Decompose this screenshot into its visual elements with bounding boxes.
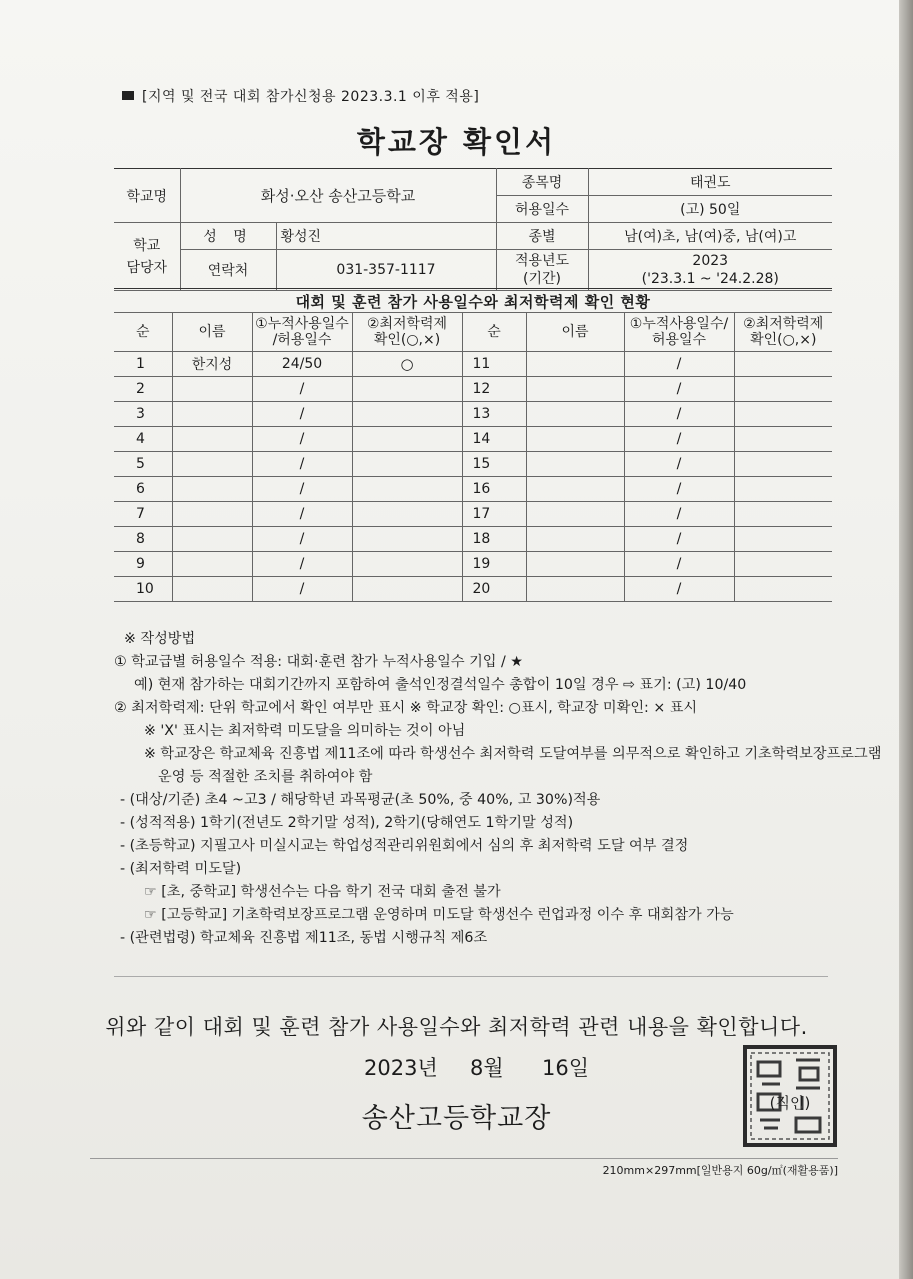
cell-name [526, 502, 624, 527]
cell-no: 12 [462, 377, 526, 402]
type-value: 남(여)초, 남(여)중, 남(여)고 [588, 223, 832, 250]
cell-check [734, 502, 832, 527]
cell-days: / [624, 527, 734, 552]
cell-days: / [252, 452, 352, 477]
cell-check [734, 377, 832, 402]
cell-days: / [624, 352, 734, 377]
year-label: 적용년도 (기간) [496, 250, 588, 291]
cell-name [172, 527, 252, 552]
cell-days: / [624, 452, 734, 477]
contact-label: 연락처 [180, 250, 276, 291]
header-days: ①누적사용일수 /허용일수 [252, 313, 352, 352]
cell-check [734, 427, 832, 452]
cell-no: 9 [114, 552, 172, 577]
date-month: 8월 [470, 1056, 504, 1080]
cell-check [352, 552, 462, 577]
instruction-line: - (최저학력 미도달) [120, 861, 242, 877]
year-cell [588, 250, 832, 291]
table-row [114, 552, 832, 577]
cell-no: 11 [462, 352, 526, 377]
table-row [114, 477, 832, 502]
cell-days: / [624, 552, 734, 577]
cell-check [734, 352, 832, 377]
cell-no: 8 [114, 527, 172, 552]
table-row [114, 352, 832, 377]
cell-check [734, 402, 832, 427]
usage-table-body [114, 352, 832, 602]
info-table [114, 168, 832, 291]
table-row [114, 377, 832, 402]
cell-name [172, 477, 252, 502]
instruction-line: ※ 'X' 표시는 최저학력 미도달을 의미하는 것이 아님 [144, 723, 466, 739]
cell-days: / [252, 402, 352, 427]
usage-table-header [114, 313, 832, 352]
table-row [114, 502, 832, 527]
square-bullet-icon [122, 91, 134, 100]
cell-name [172, 577, 252, 602]
cell-no: 5 [114, 452, 172, 477]
usage-table [114, 312, 832, 602]
year-value: 2023 [692, 253, 729, 269]
cell-no: 19 [462, 552, 526, 577]
cell-no: 1 [114, 352, 172, 377]
sport-value: 태권도 [588, 169, 832, 196]
cell-no: 17 [462, 502, 526, 527]
table-row [114, 577, 832, 602]
cell-name [172, 552, 252, 577]
cell-check [352, 402, 462, 427]
cell-days: / [252, 527, 352, 552]
top-note [122, 86, 479, 106]
cell-no: 20 [462, 577, 526, 602]
cell-name [526, 552, 624, 577]
contact-value: 031-357-1117 [276, 250, 496, 291]
cell-no: 2 [114, 377, 172, 402]
cell-days: / [252, 552, 352, 577]
header-name-2: 이름 [526, 313, 624, 352]
cell-name [172, 452, 252, 477]
instruction-line: - (관련법령) 학교체육 진흥법 제11조, 동법 시행규칙 제6조 [120, 930, 488, 946]
cell-days: / [252, 427, 352, 452]
instruction-line: - (성적적용) 1학기(전년도 2학기말 성적), 2학기(당해연도 1학기말 성적) [120, 815, 574, 831]
cell-check: ○ [352, 352, 462, 377]
instructions [114, 628, 882, 950]
table-row [114, 452, 832, 477]
cell-check [734, 452, 832, 477]
cell-days: / [252, 577, 352, 602]
cell-name [172, 402, 252, 427]
official-seal [742, 1044, 838, 1148]
name-value: 황성진 [276, 223, 496, 250]
cell-days: / [624, 502, 734, 527]
cell-days: / [252, 502, 352, 527]
cell-name [526, 402, 624, 427]
school-value: 화성·오산 송산고등학교 [180, 169, 496, 223]
confirm-statement: 위와 같이 대회 및 훈련 참가 사용일수와 최저학력 관련 내용을 확인합니다. [105, 1015, 808, 1039]
cell-no: 14 [462, 427, 526, 452]
allowed-label: 허용일수 [496, 196, 588, 223]
cell-no: 3 [114, 402, 172, 427]
instruction-line: ☞ [초, 중학교] 학생선수는 다음 학기 전국 대회 출전 불가 [144, 884, 501, 900]
cell-no: 13 [462, 402, 526, 427]
cell-no: 18 [462, 527, 526, 552]
cell-name [526, 377, 624, 402]
period-value: ('23.3.1 ~ '24.2.28) [641, 271, 779, 287]
cell-name [526, 352, 624, 377]
cell-check [734, 527, 832, 552]
cell-name [526, 427, 624, 452]
instruction-line: ☞ [고등학교] 기초학력보장프로그램 운영하며 미도달 학생선수 런업과정 이수 후 대회참가 가능 [144, 907, 734, 923]
instruction-line: ※ 학교장은 학교체육 진흥법 제11조에 따라 학생선수 최저학력 도달여부를 의무적으로 확인하고 기초학력보장프로그램 [144, 746, 882, 762]
cell-name [526, 452, 624, 477]
table-row [114, 402, 832, 427]
cell-name [526, 477, 624, 502]
cell-name [172, 427, 252, 452]
cell-days: / [624, 402, 734, 427]
instruction-line: - (대상/기준) 초4 ~고3 / 해당학년 과목평균(초 50%, 중 40%, 고 30%)적용 [120, 792, 601, 808]
cell-days: / [624, 427, 734, 452]
cell-name [172, 377, 252, 402]
cell-name: 한지성 [172, 352, 252, 377]
divider [114, 976, 828, 977]
cell-check [352, 427, 462, 452]
cell-name [526, 577, 624, 602]
paper-spec: 210mm×297mm[일반용지 60g/㎡(재활용품)] [602, 1164, 838, 1177]
cell-no: 6 [114, 477, 172, 502]
manager-label: 학교 담당자 [114, 223, 180, 291]
cell-check [352, 527, 462, 552]
school-head: 송산고등학교장 [361, 1103, 552, 1134]
top-note-text: [지역 및 전국 대회 참가신청용 2023.3.1 이후 적용] [142, 89, 480, 105]
cell-days: / [252, 477, 352, 502]
cell-no: 15 [462, 452, 526, 477]
cell-name [172, 502, 252, 527]
cell-check [352, 452, 462, 477]
paper-edge-shadow [899, 0, 913, 1279]
school-label: 학교명 [114, 169, 180, 223]
instruction-line: - (초등학교) 지필고사 미실시교는 학업성적관리위원회에서 심의 후 최저학력 도달 여부 결정 [120, 838, 689, 854]
header-check: ②최저학력제 확인(○,×) [352, 313, 462, 352]
header-days-2: ①누적사용일수/ 허용일수 [624, 313, 734, 352]
header-name: 이름 [172, 313, 252, 352]
cell-check [352, 502, 462, 527]
cell-days: / [624, 377, 734, 402]
cell-check [352, 577, 462, 602]
cell-days: / [624, 477, 734, 502]
cell-no: 4 [114, 427, 172, 452]
instruction-line: ※ 작성방법 [124, 631, 196, 647]
allowed-value: (고) 50일 [588, 196, 832, 223]
date-day: 16일 [542, 1056, 590, 1080]
header-no: 순 [114, 313, 172, 352]
cell-check [734, 552, 832, 577]
cell-name [526, 527, 624, 552]
table-row [114, 527, 832, 552]
cell-days: / [252, 377, 352, 402]
type-label: 종별 [496, 223, 588, 250]
header-no-2: 순 [462, 313, 526, 352]
instruction-line: ① 학교급별 허용일수 적용: 대회·훈련 참가 누적사용일수 기입 / ★ [114, 654, 524, 670]
cell-days: 24/50 [252, 352, 352, 377]
page-title: 학교장 확인서 [356, 125, 557, 159]
cell-check [352, 377, 462, 402]
table-row [114, 427, 832, 452]
section-title: 대회 및 훈련 참가 사용일수와 최저학력제 확인 현황 [114, 288, 832, 312]
instruction-line: 운영 등 적절한 조치를 취하여야 함 [158, 769, 373, 785]
cell-check [734, 477, 832, 502]
instruction-line: 예) 현재 참가하는 대회기간까지 포함하여 출석인정결석일수 총합이 10일 경우 ⇨ 표기: (고) 10/40 [134, 677, 747, 693]
cell-no: 10 [114, 577, 172, 602]
cell-check [352, 477, 462, 502]
cell-no: 16 [462, 477, 526, 502]
instruction-line: ② 최저학력제: 단위 학교에서 확인 여부만 표시 ※ 학교장 확인: ○표시, 학교장 미확인: × 표시 [114, 700, 698, 716]
cell-check [734, 577, 832, 602]
sport-label: 종목명 [496, 169, 588, 196]
seal-label: (직인) [769, 1094, 811, 1112]
name-label: 성 명 [180, 223, 276, 250]
date-year: 2023년 [364, 1056, 438, 1080]
cell-days: / [624, 577, 734, 602]
header-check-2: ②최저학력제 확인(○,×) [734, 313, 832, 352]
footer-divider [90, 1158, 838, 1159]
cell-no: 7 [114, 502, 172, 527]
